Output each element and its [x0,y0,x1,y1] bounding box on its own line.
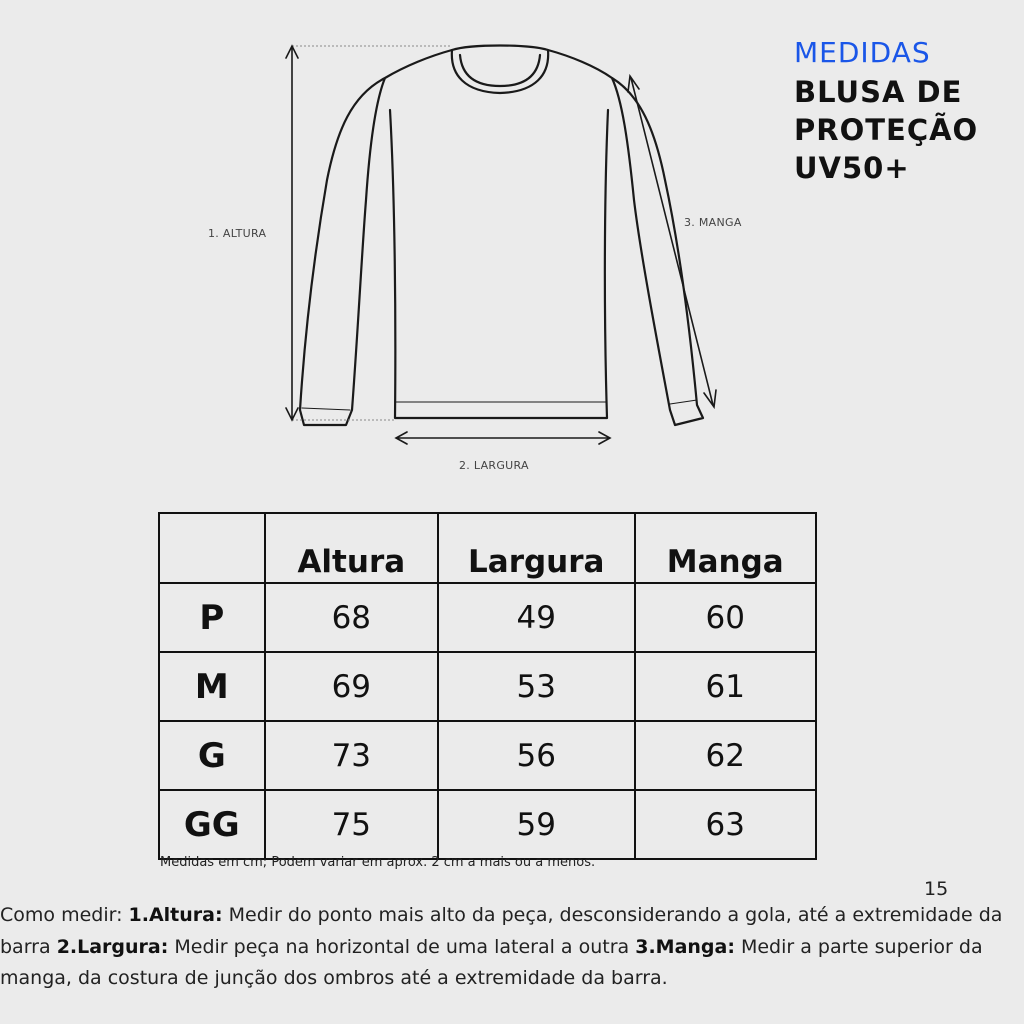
altura-cell: 69 [265,652,438,721]
manga-cell: 60 [635,583,817,652]
manga-cell: 63 [635,790,817,859]
manga-cell: 61 [635,652,817,721]
table-row [159,652,816,721]
size-cell: G [159,721,265,790]
measurement-note: Medidas em cm; Podem variar em aprox. 2 cm a mais ou a menos. [160,855,596,870]
altura-arrow [286,46,298,420]
title-medidas: MEDIDAS [794,36,931,69]
size-cell: P [159,583,265,652]
largura-cell: 49 [438,583,634,652]
howto-manga-text: Medir a parte superior da manga, da costura de junção dos ombros até a extremidade da barra. [0,935,983,989]
howto-largura-text: Medir peça na horizontal de uma lateral a outra [168,935,636,958]
size-cell: GG [159,790,265,859]
how-to-measure [0,900,1020,995]
table-header-row [159,513,816,583]
title-line-1: BLUSA DE [794,75,963,109]
largura-arrow [396,432,610,444]
shirt-body [300,50,703,425]
manga-arrow [628,76,716,407]
label-manga: 3. MANGA [684,216,742,229]
label-altura: 1. ALTURA [208,227,267,240]
page-number: 15 [924,878,949,900]
label-largura: 2. LARGURA [459,459,529,472]
largura-cell: 59 [438,790,634,859]
size-table [158,512,817,860]
altura-cell: 68 [265,583,438,652]
title-line-2: PROTEÇÃO [794,113,979,147]
header-manga: Manga [635,513,817,583]
header-altura: Altura [265,513,438,583]
header-largura: Largura [438,513,634,583]
largura-cell: 53 [438,652,634,721]
howto-intro: Como medir: [0,904,129,926]
shirt-diagram [0,0,1024,500]
table-row [159,721,816,790]
howto-altura-text: Medir do ponto mais alto da peça, desconsiderando a gola, até a extremidade da barra [0,904,1003,958]
altura-cell: 73 [265,721,438,790]
manga-cell: 62 [635,721,817,790]
howto-largura-label: 2.Largura: [56,935,169,958]
howto-manga-label: 3.Manga: [635,935,735,958]
header-empty [159,513,265,583]
size-cell: M [159,652,265,721]
table-row [159,790,816,859]
howto-altura-label: 1.Altura: [128,904,223,926]
largura-cell: 56 [438,721,634,790]
table-row [159,583,816,652]
title-line-3: UV50+ [794,151,910,185]
altura-cell: 75 [265,790,438,859]
